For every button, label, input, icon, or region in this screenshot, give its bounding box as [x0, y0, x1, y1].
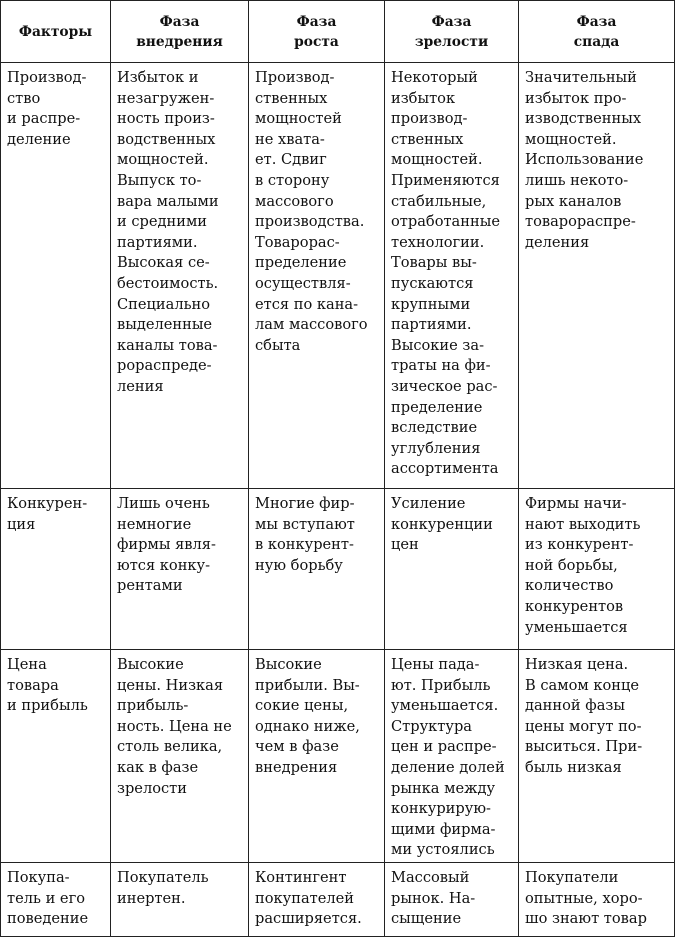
- decline-cell: Низкая цена. В самом конце данной фазы цены могут по- выситься. При- быль низкая: [519, 650, 675, 863]
- decline-cell: Значительный избыток про- изводственных мощностей. Использование лишь некото- рых каналов товарораспре- деления: [519, 63, 675, 489]
- table-row-buyer-behavior: [1, 863, 675, 937]
- maturity-cell: Цены пада- ют. Прибыль уменьшается. Структура цен и распре- деление долей рынка между конкурирую- щими фирма- ми устоялись: [385, 650, 519, 863]
- maturity-cell: Некоторый избыток производ- ственных мощностей. Применяются стабильные, отработанные технологии. Товары вы- пускаются крупными партиями. Высокие за- траты на фи- зическое рас- пределение вследствие углубления ассортимента: [385, 63, 519, 489]
- factor-cell: Конкурен- ция: [1, 489, 111, 650]
- header-growth-phase: Фаза роста: [249, 1, 385, 63]
- decline-cell: Фирмы начи- нают выходить из конкурент- ной борьбы, количество конкурентов уменьшается: [519, 489, 675, 650]
- header-decline-phase: Фаза спада: [519, 1, 675, 63]
- table-row-price-profit: [1, 650, 675, 863]
- maturity-cell: Усиление конкуренции цен: [385, 489, 519, 650]
- factor-cell: Покупа- тель и его поведение: [1, 863, 111, 937]
- introduction-cell: Лишь очень немногие фирмы явля- ются конку- рентами: [111, 489, 249, 650]
- introduction-cell: Высокие цены. Низкая прибыль- ность. Цена не столь велика, как в фазе зрелости: [111, 650, 249, 863]
- table-row-competition: [1, 489, 675, 650]
- header-row: [1, 1, 675, 63]
- factor-cell: Производ- ство и распре- деление: [1, 63, 111, 489]
- factor-cell: Цена товара и прибыль: [1, 650, 111, 863]
- decline-cell: Покупатели опытные, хоро- шо знают товар: [519, 863, 675, 937]
- table-row-production: [1, 63, 675, 489]
- growth-cell: Производ- ственных мощностей не хвата- ет. Сдвиг в сторону массового производства. Товарорас- пределение осуществля- ется по кана- лам массового сбыта: [249, 63, 385, 489]
- growth-cell: Высокие прибыли. Вы- сокие цены, однако ниже, чем в фазе внедрения: [249, 650, 385, 863]
- growth-cell: Многие фир- мы вступают в конкурент- ную борьбу: [249, 489, 385, 650]
- growth-cell: Контингент покупателей расширяется.: [249, 863, 385, 937]
- header-introduction-phase: Фаза внедрения: [111, 1, 249, 63]
- introduction-cell: Избыток и незагружен- ность произ- водственных мощностей. Выпуск то- вара малыми и средними партиями. Высокая се- бестоимость. Специально выделенные каналы това- рораспреде- ления: [111, 63, 249, 489]
- header-factors: Факторы: [1, 1, 111, 63]
- header-maturity-phase: Фаза зрелости: [385, 1, 519, 63]
- maturity-cell: Массовый рынок. На- сыщение: [385, 863, 519, 937]
- introduction-cell: Покупатель инертен.: [111, 863, 249, 937]
